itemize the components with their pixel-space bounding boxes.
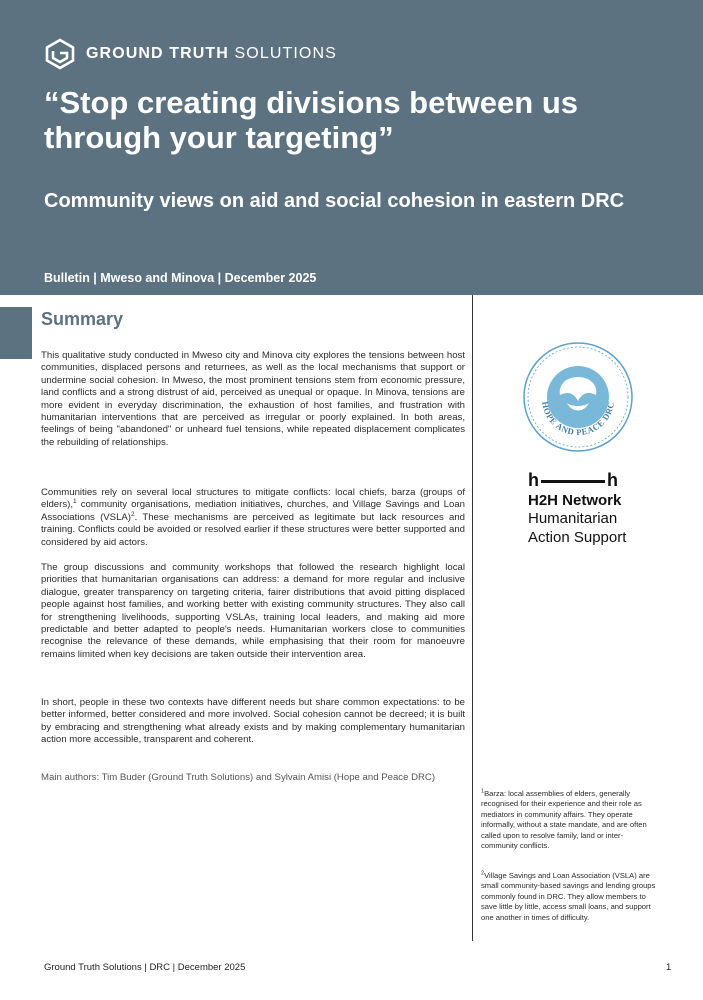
cover-header [0, 0, 703, 295]
footnote-2: $^2$Village Savings and Loan Association (VSLA) are small community-based savings and lending groups commonly found in DRC. They allow members to save little by little, access small loans, and support one another in times of difficulty. [481, 870, 656, 922]
svg-text:HOPE AND PEACE DRC: HOPE AND PEACE DRC [539, 400, 616, 438]
h2h-subtitle-1: Humanitarian [528, 510, 618, 527]
brand-logo [44, 38, 337, 70]
brand-name: GROUND TRUTH SOLUTIONS [86, 45, 337, 62]
gts-logo-icon [44, 38, 76, 70]
section-accent-block [0, 307, 32, 359]
summary-paragraph-3: The group discussions and community workshops that followed the research highlight local priorities that humanitarian organisations can address: a demand for more regular and inclusive dialogue, greater transparency on targeting criteria, fairer distributions that avoid pitting displaced people against host families, and working better with existing community structures. They also call for strengthening livelihoods, supporting VSLAs, training local leaders, and making aid more predictable and better adapted to people's needs. Humanitarian workers close to communities recognise the relevance of these demands, while emphasising that their room for manoeuvre remains limited when key decisions are taken outside their intervention area. [41, 562, 465, 660]
summary-paragraph-4: In short, people in these two contexts have different needs but share common expectations: to be better informed, better considered and more involved. Social cohesion cannot be decreed; it is built by embracing and strengthening what already exists and by making complementary humanitarian action more accessible, transparent and coherent. [41, 697, 465, 746]
page-subtitle: Community views on aid and social cohesion in eastern DRC [44, 190, 625, 212]
footer-text: Ground Truth Solutions | DRC | December 2025 [44, 962, 246, 973]
summary-heading: Summary [41, 309, 124, 329]
h2h-network-logo [528, 470, 648, 547]
h2h-mark: h h [528, 469, 618, 490]
h2h-name: H2H Network [528, 492, 622, 509]
summary-paragraph-1: This qualitative study conducted in Mweso city and Minova city explores the tensions between host communities, displaced persons and returnees, as well as the local mechanisms that support or undermine social cohesion. In Mweso, the most prominent tensions stem from economic pressure, land conflicts and a strong distrust of aid, perceived as unequal or opaque. In Minova, tensions are more evident in everyday discrimination, the exhaustion of host families, and frustration with humanitarian interventions that are perceived as irregular or poorly explained. In both areas, feelings of being "abandoned" or unheard fuel tensions, while repeated displacement complicates the rebuilding of relationships. [41, 350, 465, 448]
footnote-ref-1: 1 [73, 498, 77, 506]
summary-paragraph-2: Communities rely on several local structures to mitigate conflicts: local chiefs, barza (groups of elders),$^1$ community organisations, mediation initiatives, churches, and Village Savings and Loan Associations (VSLA)$^2$. These mechanisms are perceived as legitimate but lack resources and training. Conflicts could be avoided or resolved earlier if these structures were better supported and considered by aid actors. [41, 487, 465, 548]
hope-and-peace-seal-logo [522, 341, 634, 453]
h2h-subtitle-2: Action Support [528, 529, 627, 546]
footnote-1: $^1$Barza: local assemblies of elders, generally recognised for their experience and their role as mediators in community affairs. They operate informally, without a state mandate, and are often called upon to resolve family, land or inter-community conflicts. [481, 788, 647, 851]
page-title: “Stop creating divisions between us through your targeting” [44, 85, 578, 155]
column-divider [472, 295, 473, 941]
footnote-ref-2: 2 [131, 510, 135, 518]
bulletin-line: Bulletin | Mweso and Minova | December 2025 [44, 271, 317, 285]
page-number: 1 [666, 962, 672, 973]
authors-line: Main authors: Tim Buder (Ground Truth Solutions) and Sylvain Amisi (Hope and Peace DRC) [41, 772, 436, 783]
